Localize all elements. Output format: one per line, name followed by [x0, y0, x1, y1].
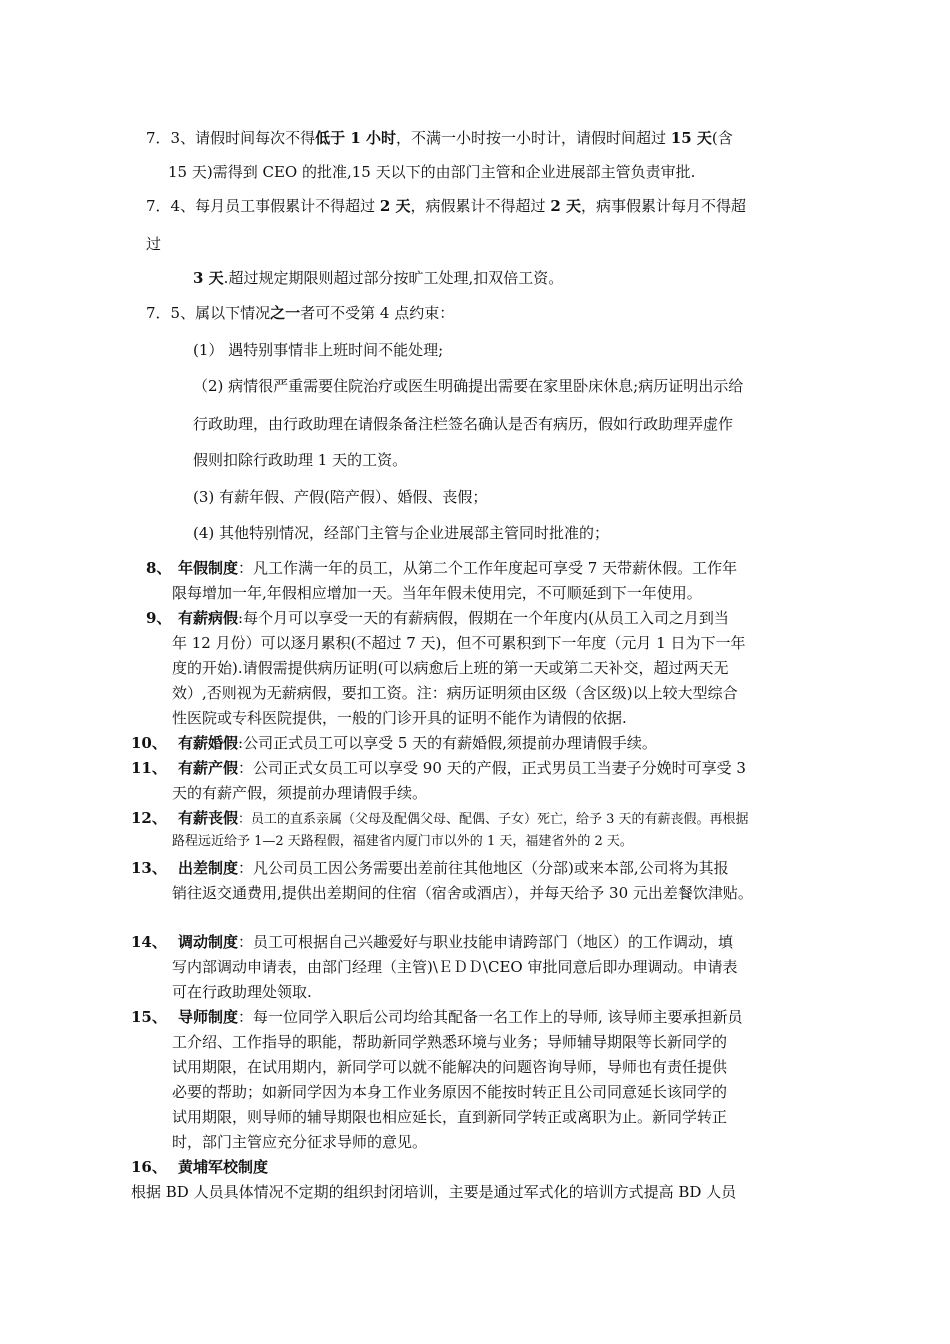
item-15-line-2: 工介绍、工作指导的职能，帮助新同学熟悉环境与业务；导师辅导期限等长新同学的 — [172, 1033, 728, 1051]
item-13-line-1 — [178, 858, 729, 878]
item-number-8: 8、 — [146, 559, 172, 577]
item-number-16: 16、 — [131, 1158, 167, 1176]
clause-7-4-line-1 — [146, 196, 746, 216]
item-14-line-3: 可在行政助理处领取. — [172, 983, 312, 1001]
text: ：员工的直系亲属（父母及配偶父母、配偶、子女）死亡，给予 3 天的有薪丧假。再根据 — [238, 812, 749, 827]
text: .超过规定期限则超过部分按旷工处理,扣双倍工资。 — [223, 269, 564, 287]
clause-7-5-item-3: (3) 有薪年假、产假(陪产假）、婚假、丧假； — [193, 488, 488, 506]
text: ，病假累计不得超过 — [410, 197, 551, 215]
text: ：每一位同学入职后公司均给其配备一名工作上的导师, 该导师主要承担新员 — [238, 1008, 743, 1026]
item-number-11: 11、 — [131, 759, 167, 777]
item-9-line-3: 度的开始).请假需提供病历证明(可以病愈后上班的第一天或第二天补交，超过两天无 — [172, 659, 729, 677]
item-15-line-5: 试用期限，则导师的辅导期限也相应延长，直到新同学转正或离职为止。新同学转正 — [172, 1108, 728, 1126]
item-8-line-2: 限每增加一年,年假相应增加一天。当年年假未使用完，不可顺延到下一年使用。 — [172, 584, 702, 602]
text: ，病事假累计每月不得超 — [580, 197, 746, 215]
item-number-15: 15、 — [131, 1008, 167, 1026]
item-12-line-2: 路程远近给予 1—2 天路程假，福建省内厦门市以外的 1 天，福建省外的 2 天。 — [172, 834, 633, 849]
item-9-line-2: 年 12 月份）可以逐月累积(不超过 7 天)，但不可累积到下一年度（元月 1 日为下一年 — [172, 634, 746, 652]
item-title: 调动制度 — [178, 933, 239, 951]
clause-7-5-item-1: (1） 遇特别事情非上班时间不能处理; — [193, 341, 444, 359]
text: ：员工可根据自己兴趣爱好与职业技能申请跨部门（地区）的工作调动，填 — [238, 933, 734, 951]
text: :每个月可以享受一天的有薪病假，假期在一个年度内(从员工入司之月到当 — [238, 609, 729, 627]
item-title: 有薪丧假 — [178, 809, 239, 827]
clause-7-5-item-2-line-3: 假则扣除行政助理 1 天的工资。 — [193, 451, 408, 469]
item-11-line-1 — [178, 758, 746, 778]
item-15-line-4: 必要的帮助；如新同学因为本身工作业务原因不能按时转正且公司同意延长该同学的 — [172, 1083, 728, 1101]
text: ：凡工作满一年的员工，从第二个工作年度起可享受 7 天带薪休假。工作年 — [238, 559, 738, 577]
item-9-line-1 — [178, 608, 729, 628]
clause-7-3-line-1 — [146, 128, 733, 148]
item-11-line-2: 天的有薪产假，须提前办理请假手续。 — [172, 784, 428, 802]
clause-7-4-line-2: 过 — [146, 235, 162, 253]
item-8-line-1 — [178, 558, 737, 578]
item-13-line-2: 销往返交通费用,提供出差期间的住宿（宿舍或酒店），并每天给予 30 元出差餐饮津贴。 — [172, 884, 753, 902]
clause-7-5-line-1 — [146, 303, 454, 323]
clause-7-4-line-3 — [193, 268, 563, 288]
text: (含 — [711, 129, 733, 147]
clause-7-5-item-4: (4) 其他特别情况，经部门主管与企业进展部主管同时批准的； — [193, 524, 610, 542]
text: ：凡公司员工因公务需要出差前往其他地区（分部)或来本部,公司将为其报 — [238, 859, 729, 877]
item-title: 导师制度 — [178, 1008, 239, 1026]
emphasis: 之一 — [270, 304, 301, 322]
item-9-line-4: 效）,否则视为无薪病假，要扣工资。注：病历证明须由区级（含区级)以上较大型综合 — [172, 684, 738, 702]
text: ：公司正式女员工可以享受 90 天的产假，正式男员工当妻子分娩时可享受 3 — [238, 759, 746, 777]
clause-7-5-item-2-line-2: 行政助理，由行政助理在请假条备注栏签名确认是否有病历，假如行政助理弄虚作 — [193, 415, 734, 433]
item-title: 年假制度 — [178, 559, 239, 577]
emphasis: 2 天 — [379, 197, 411, 215]
item-number-12: 12、 — [131, 809, 167, 827]
clause-7-3-line-2: 15 天)需得到 CEO 的批准,15 天以下的由部门主管和企业进展部主管负责审批. — [168, 163, 696, 181]
item-title: 有薪病假 — [178, 609, 239, 627]
item-15-line-1 — [178, 1007, 743, 1027]
text: 7．5、属以下情况 — [146, 304, 271, 322]
item-number-14: 14、 — [131, 933, 167, 951]
item-number-9: 9、 — [146, 609, 172, 627]
item-12-line-1 — [178, 808, 749, 830]
item-title: 有薪婚假 — [178, 734, 239, 752]
item-16-line-1: 根据 BD 人员具体情况不定期的组织封闭培训，主要是通过军式化的培训方式提高 BD 人员 — [131, 1183, 737, 1201]
text: 7．4、每月员工事假累计不得超过 — [146, 197, 380, 215]
text: ，不满一小时按一小时计，请假时间超过 — [395, 129, 671, 147]
item-14-line-2: 写内部调动申请表，由部门经理（主管)\ＥＤＤ\CEO 审批同意后即办理调动。申请表 — [172, 958, 738, 976]
item-15-line-3: 试用期限，在试用期内，新同学可以就不能解决的问题咨询导师，导师也有责任提供 — [172, 1058, 728, 1076]
item-14-line-1 — [178, 932, 733, 952]
text: 7．3、请假时间每次不得 — [146, 129, 316, 147]
item-number-13: 13、 — [131, 859, 167, 877]
item-9-line-5: 性医院或专科医院提供，一般的门诊开具的证明不能作为请假的依据. — [172, 709, 627, 727]
text: :公司正式员工可以享受 5 天的有薪婚假,须提前办理请假手续。 — [238, 734, 657, 752]
item-15-line-6: 时，部门主管应充分征求导师的意见。 — [172, 1133, 428, 1151]
emphasis: 3 天 — [193, 269, 224, 287]
item-16-title: 黄埔军校制度 — [178, 1158, 269, 1176]
emphasis: 低于 1 小时 — [315, 129, 396, 147]
clause-7-5-item-2-line-1: （2) 病情很严重需要住院治疗或医生明确提出需要在家里卧床休息;病历证明出示给 — [193, 377, 744, 395]
emphasis: 2 天 — [550, 197, 581, 215]
item-number-10: 10、 — [131, 734, 167, 752]
item-title: 有薪产假 — [178, 759, 239, 777]
emphasis: 15 天 — [670, 129, 712, 147]
text: 者可不受第 4 点约束： — [300, 304, 455, 322]
item-10-line-1 — [178, 733, 657, 753]
item-title: 出差制度 — [178, 859, 239, 877]
